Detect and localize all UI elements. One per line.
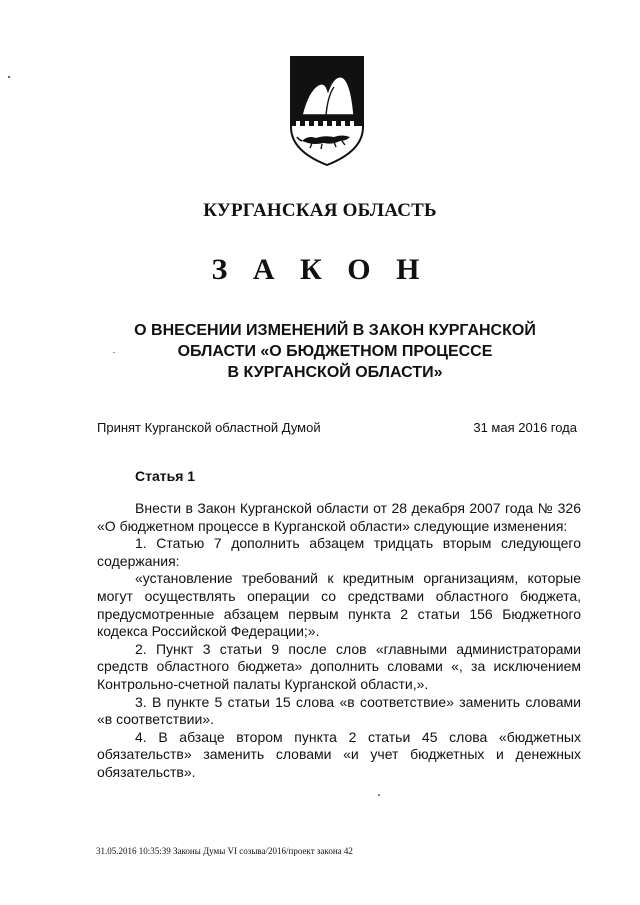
scan-speck xyxy=(8,76,10,78)
law-title-line: В КУРГАНСКОЙ ОБЛАСТИ» xyxy=(227,364,443,381)
document-footer: 31.05.2016 10:35:39 Законы Думы VI созыва/2016/проект закона 42 xyxy=(96,846,353,856)
region-name: КУРГАНСКАЯ ОБЛАСТЬ xyxy=(203,200,437,221)
adopted-by: Принят Курганской областной Думой xyxy=(97,420,321,435)
article-paragraph: 3. В пункте 5 статьи 15 слова «в соответствие» заменить словами «в соответствии». xyxy=(97,693,581,728)
law-title xyxy=(90,320,580,383)
article-body xyxy=(97,500,581,782)
scan-speck xyxy=(378,794,380,796)
article-paragraph: «установление требований к кредитным организациям, которые могут осуществлять операции со средствами областного бюджета, предусмотренные абзацем первым пункта 2 статьи 156 Бюджетного кодекса Российской Федерации;». xyxy=(97,570,581,640)
law-title-line: О ВНЕСЕНИИ ИЗМЕНЕНИЙ В ЗАКОН КУРГАНСКОЙ xyxy=(134,322,536,339)
document-type: З А К О Н xyxy=(211,253,429,286)
adoption-date: 31 мая 2016 года xyxy=(473,420,577,435)
article-heading: Статья 1 xyxy=(135,468,196,484)
law-title-line: ОБЛАСТИ «О БЮДЖЕТНОМ ПРОЦЕССЕ xyxy=(177,343,493,360)
article-paragraph: Внести в Закон Курганской области от 28 декабря 2007 года № 326 «О бюджетном процессе в Курганской области» следующие изменения: xyxy=(97,500,581,534)
article-paragraph: 2. Пункт 3 статьи 9 после слов «главными администраторами средств областного бюджета» дополнить словами «, за исключением Контрольно-счетной палаты Курганской области,». xyxy=(97,640,581,692)
article-paragraph: 1. Статью 7 дополнить абзацем тридцать вторым следующего содержания: xyxy=(97,535,581,569)
article-paragraph: 4. В абзаце втором пункта 2 статьи 45 слова «бюджетных обязательств» заменить словами «и учет бюджетных и денежных обязательств». xyxy=(97,728,581,780)
coat-of-arms-icon xyxy=(288,55,366,167)
